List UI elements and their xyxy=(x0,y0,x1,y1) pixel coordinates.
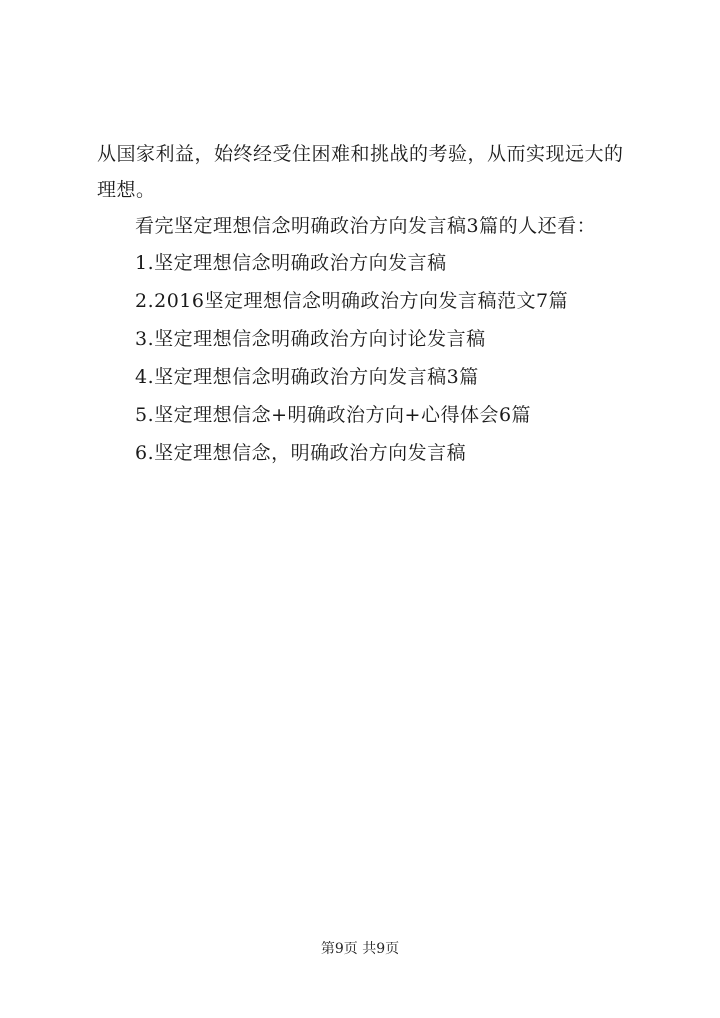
related-article-link[interactable]: 4.坚定理想信念明确政治方向发言稿3篇 xyxy=(135,366,479,388)
related-article-link[interactable]: 5.坚定理想信念+明确政治方向+心得体会6篇 xyxy=(135,404,532,426)
related-article-link[interactable]: 6.坚定理想信念，明确政治方向发言稿 xyxy=(135,442,467,464)
page-number-label: 第9页 共9页 xyxy=(320,941,400,957)
continued-paragraph: 从国家利益，始终经受住困难和挑战的考验，从而实现远大的理想。 xyxy=(97,143,624,201)
page-footer xyxy=(0,938,720,958)
related-article-link[interactable]: 2.2016坚定理想信念明确政治方向发言稿范文7篇 xyxy=(135,290,569,312)
related-article-link[interactable]: 1.坚定理想信念明确政治方向发言稿 xyxy=(135,252,447,274)
document-body xyxy=(97,136,637,472)
related-article-link[interactable]: 3.坚定理想信念明确政治方向讨论发言稿 xyxy=(135,328,486,350)
related-articles-list xyxy=(97,244,637,472)
related-heading: 看完坚定理想信念明确政治方向发言稿3篇的人还看： xyxy=(135,215,597,237)
